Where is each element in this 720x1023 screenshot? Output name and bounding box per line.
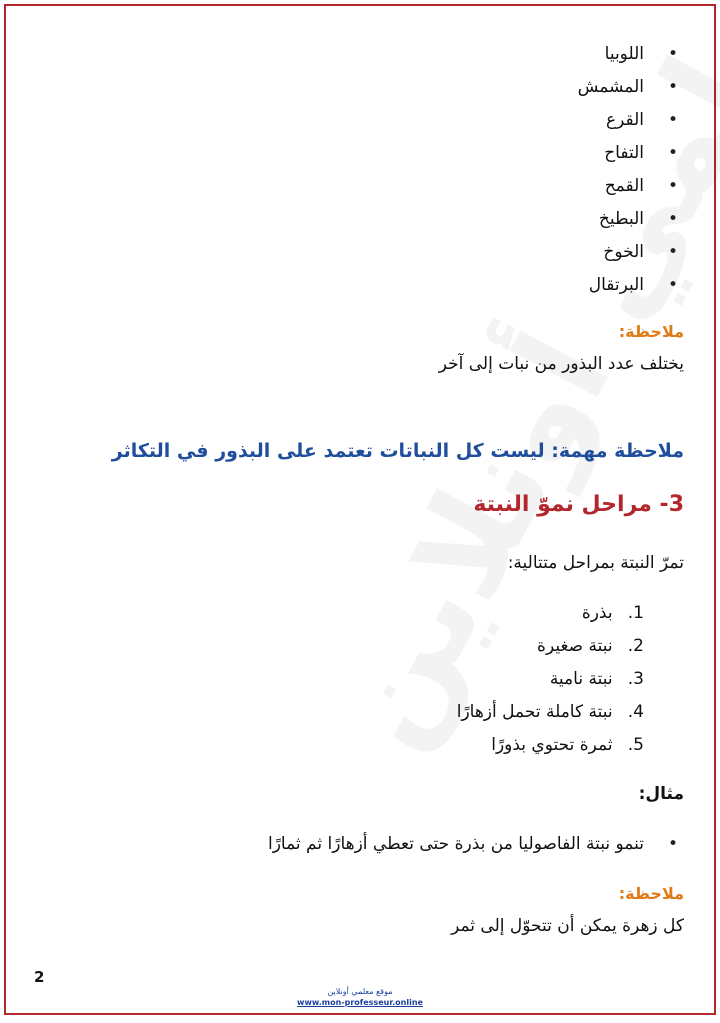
list-item: • الخوخ xyxy=(26,236,684,269)
list-item xyxy=(26,630,684,663)
document-page xyxy=(4,4,716,1015)
list-item xyxy=(26,729,684,762)
fruit-list xyxy=(26,38,684,302)
step-number: 3. xyxy=(627,669,644,689)
step-number: 4. xyxy=(627,702,644,722)
step-text: ثمرة تحتوي بذورًا xyxy=(491,735,613,755)
step-text: نبتة نامية xyxy=(549,669,613,689)
growth-steps-section xyxy=(26,597,684,762)
fruit-list-section xyxy=(26,38,684,302)
step-text: نبتة كاملة تحمل أزهارًا xyxy=(456,702,613,722)
step-number: 2. xyxy=(627,636,644,656)
footer-url[interactable]: www.mon-professeur.online xyxy=(297,998,423,1007)
growth-steps-list xyxy=(26,597,684,762)
note-text: كل زهرة يمكن أن تتحوّل إلى ثمر xyxy=(451,916,684,936)
example-label: مثال: xyxy=(638,784,684,804)
list-item: • البطيخ xyxy=(26,203,684,236)
example-section xyxy=(26,828,684,861)
note-label: ملاحظة: xyxy=(618,322,684,341)
list-item: • المشمش xyxy=(26,71,684,104)
list-item: • البرتقال xyxy=(26,269,684,302)
list-item: • التفاح xyxy=(26,137,684,170)
list-item xyxy=(26,663,684,696)
section-title: 3- مراحل نموّ النبتة xyxy=(473,492,684,517)
important-note: ملاحظة مهمة: ليست كل النباتات تعتمد على البذور في التكاثر xyxy=(111,440,684,462)
note-text: يختلف عدد البذور من نبات إلى آخر xyxy=(438,354,684,374)
example-list xyxy=(26,828,684,861)
list-item xyxy=(26,696,684,729)
footer-site-name: موقع معلمي أونلاين xyxy=(327,987,393,996)
list-item: • تنمو نبتة الفاصوليا من بذرة حتى تعطي أزهارًا ثم ثمارًا xyxy=(26,828,684,861)
list-item: • اللوبيا xyxy=(26,38,684,71)
list-item: • القمح xyxy=(26,170,684,203)
section-intro: تمرّ النبتة بمراحل متتالية: xyxy=(507,553,684,573)
step-text: نبتة صغيرة xyxy=(537,636,613,656)
note-label: ملاحظة: xyxy=(618,884,684,903)
step-text: بذرة xyxy=(581,603,613,623)
step-number: 5. xyxy=(627,735,644,755)
footer xyxy=(6,986,714,1008)
step-number: 1. xyxy=(627,603,644,623)
list-item xyxy=(26,597,684,630)
list-item: • القرع xyxy=(26,104,684,137)
page-number: 2 xyxy=(34,968,45,986)
